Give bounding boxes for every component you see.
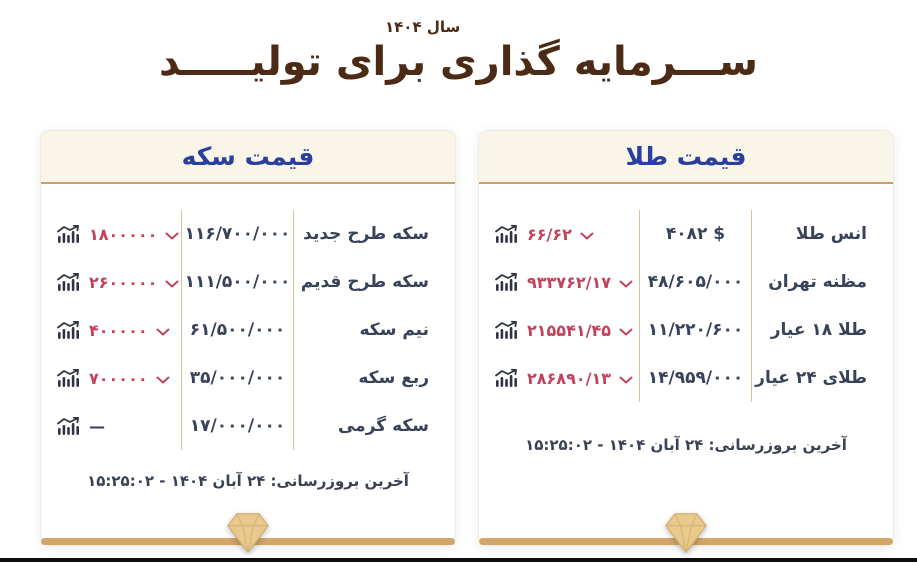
row-change [41, 258, 181, 306]
row-value: ۶۱/۵۰۰/۰۰۰ [181, 306, 293, 354]
change-value: ۲۱۵۵۴۱/۴۵ [527, 320, 611, 340]
trend-chart-icon[interactable] [495, 369, 519, 387]
row-change [41, 210, 181, 258]
coin-card-header [41, 131, 455, 184]
coin-last-update: آخرین بروزرسانی: ۲۴ آبان ۱۴۰۴ - ۱۵:۲۵:۰۲ [87, 472, 409, 490]
row-label: نیم سکه [293, 306, 455, 354]
trend-chart-icon[interactable] [57, 273, 81, 291]
trend-chart-icon[interactable] [57, 417, 81, 435]
row-label: انس طلا [751, 210, 893, 258]
trend-chart-icon[interactable] [57, 369, 81, 387]
row-value: ۴۰۸۲ $ [639, 210, 751, 258]
trend-chart-icon[interactable] [57, 225, 81, 243]
coin-price-card [40, 130, 456, 546]
row-label: طلای ۲۴ عیار [751, 354, 893, 402]
row-change [479, 258, 639, 306]
change-value: ۱۸۰۰۰۰۰ [89, 224, 158, 244]
price-row [41, 354, 455, 402]
trend-chart-icon[interactable] [57, 321, 81, 339]
change-value: ۷۰۰۰۰۰ [89, 368, 148, 388]
row-change [479, 210, 639, 258]
row-value: ۴۸/۶۰۵/۰۰۰ [639, 258, 751, 306]
footer-divider [0, 558, 917, 562]
row-change [479, 306, 639, 354]
coin-price-table [41, 210, 455, 450]
price-row [41, 306, 455, 354]
row-label: سکه گرمی [293, 402, 455, 450]
row-label: ربع سکه [293, 354, 455, 402]
chevron-down-icon[interactable] [165, 280, 179, 288]
gold-card-title: قیمت طلا [625, 142, 747, 171]
chevron-down-icon[interactable] [165, 232, 179, 240]
row-change [41, 306, 181, 354]
price-row [479, 210, 893, 258]
chevron-down-icon[interactable] [580, 232, 594, 240]
gold-price-table [479, 210, 893, 402]
row-change [479, 354, 639, 402]
price-row [479, 258, 893, 306]
chevron-down-icon[interactable] [156, 328, 170, 336]
price-row [41, 258, 455, 306]
chevron-down-icon[interactable] [619, 328, 633, 336]
row-label: سکه طرح جدید [293, 210, 455, 258]
row-value: ۱۷/۰۰۰/۰۰۰ [181, 402, 293, 450]
diamond-icon [226, 512, 270, 554]
change-value: ۲۸۶۸۹۰/۱۳ [527, 368, 611, 388]
gold-card-header [479, 131, 893, 184]
change-value: ۶۶/۶۲ [527, 224, 572, 244]
chevron-down-icon[interactable] [619, 280, 633, 288]
row-change [41, 402, 181, 450]
gold-price-card [478, 130, 894, 546]
price-row [41, 402, 455, 450]
row-label: طلا ۱۸ عیار [751, 306, 893, 354]
row-label: مظنه تهران [751, 258, 893, 306]
row-label: سکه طرح قدیم [293, 258, 455, 306]
change-value: — [89, 416, 105, 436]
row-value: ۱۱/۲۲۰/۶۰۰ [639, 306, 751, 354]
row-change [41, 354, 181, 402]
trend-chart-icon[interactable] [495, 273, 519, 291]
row-value: ۳۵/۰۰۰/۰۰۰ [181, 354, 293, 402]
logo-slogan-calligraphy: ســـرمایه گذاری برای تولیـــــد [158, 38, 759, 85]
row-value: ۱۱۶/۷۰۰/۰۰۰ [181, 210, 293, 258]
logo-year-label: سال ۱۴۰۴ [385, 18, 461, 36]
coin-card-title: قیمت سکه [181, 142, 315, 171]
trend-chart-icon[interactable] [495, 225, 519, 243]
chevron-down-icon[interactable] [156, 376, 170, 384]
diamond-icon [664, 512, 708, 554]
gold-last-update: آخرین بروزرسانی: ۲۴ آبان ۱۴۰۴ - ۱۵:۲۵:۰۲ [525, 436, 847, 454]
row-value: ۱۴/۹۵۹/۰۰۰ [639, 354, 751, 402]
price-row [479, 306, 893, 354]
chevron-down-icon[interactable] [619, 376, 633, 384]
price-row [41, 210, 455, 258]
change-value: ۲۶۰۰۰۰۰ [89, 272, 158, 292]
price-row [479, 354, 893, 402]
change-value: ۴۰۰۰۰۰ [89, 320, 148, 340]
row-value: ۱۱۱/۵۰۰/۰۰۰ [181, 258, 293, 306]
change-value: ۹۳۳۷۶۲/۱۷ [527, 272, 611, 292]
trend-chart-icon[interactable] [495, 321, 519, 339]
